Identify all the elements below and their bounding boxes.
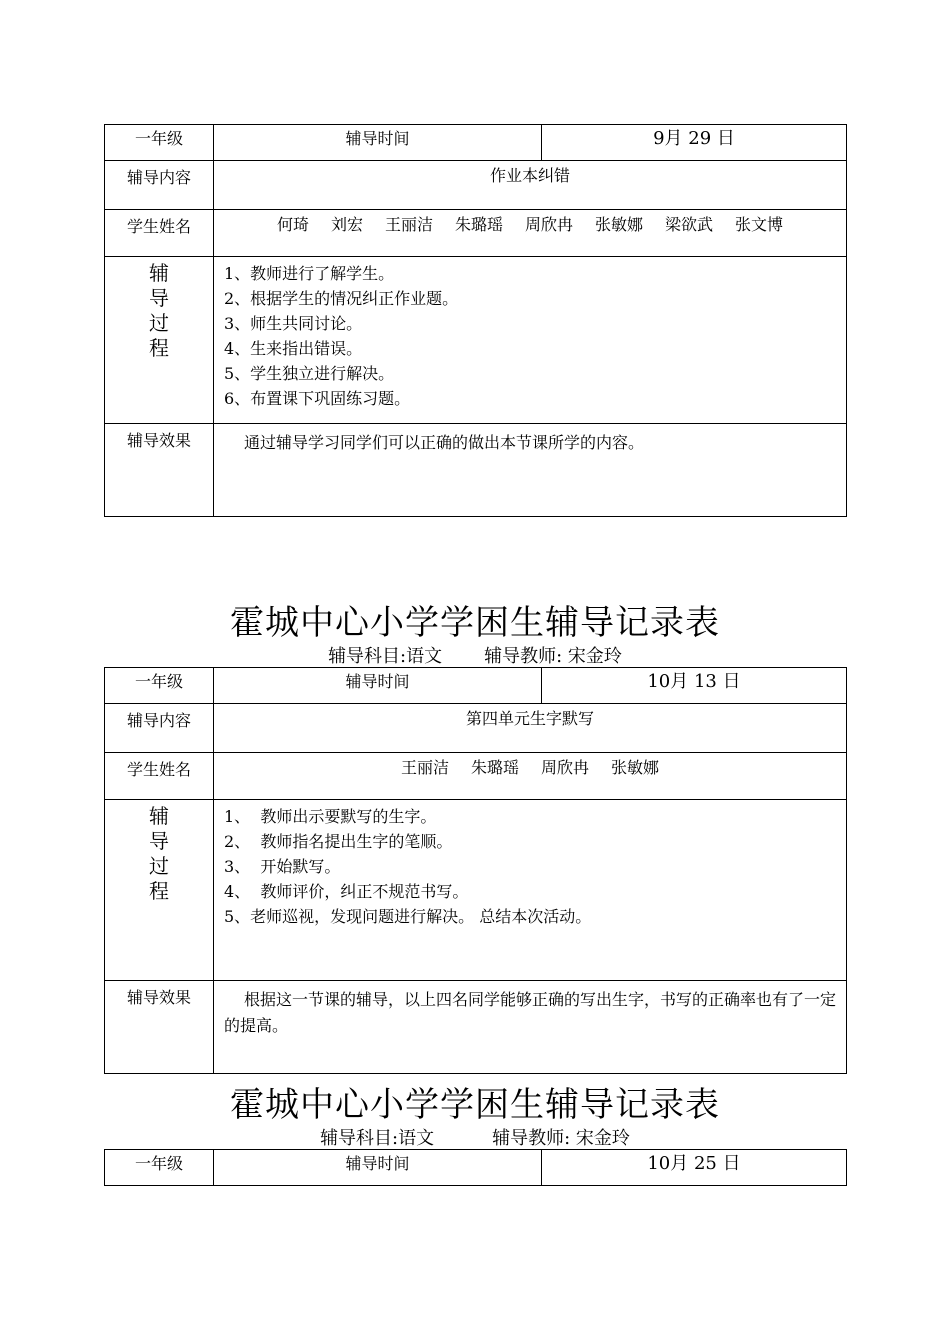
teacher-text: 辅导教师: 宋金玲 <box>492 1128 630 1149</box>
student-name: 朱璐瑶 <box>454 215 503 234</box>
step-item: 3、师生共同讨论。 <box>224 314 363 333</box>
step-item: 3、 开始默写。 <box>224 857 341 876</box>
time-label: 辅导时间 <box>214 1150 542 1186</box>
subject-text: 辅导科目:语文 <box>320 1128 435 1149</box>
form-subtitle <box>0 642 950 668</box>
form-title: 霍城中心小学学困生辅导记录表 <box>230 603 720 643</box>
step-item: 5、学生独立进行解决。 <box>224 364 395 383</box>
student-name: 张敏娜 <box>611 758 660 777</box>
student-name: 刘宏 <box>330 215 363 234</box>
form-title: 霍城中心小学学困生辅导记录表 <box>230 1085 720 1125</box>
process-steps <box>214 800 847 981</box>
step-item: 2、根据学生的情况纠正作业题。 <box>224 289 459 308</box>
content-label: 辅导内容 <box>105 161 214 210</box>
content-value: 作业本纠错 <box>214 161 847 210</box>
subject-text: 辅导科目:语文 <box>328 646 443 667</box>
grade-cell: 一年级 <box>105 1150 214 1186</box>
step-item: 5、老师巡视，发现问题进行解决。 总结本次活动。 <box>224 907 592 926</box>
date-cell: 9月 29 日 <box>542 125 847 161</box>
student-name: 王丽洁 <box>384 215 433 234</box>
process-label: 辅 导 过 程 <box>105 800 214 981</box>
student-names <box>214 753 847 800</box>
student-name: 何琦 <box>276 215 309 234</box>
student-name: 王丽洁 <box>400 758 449 777</box>
student-name: 周欣冉 <box>525 215 574 234</box>
form-subtitle <box>0 1124 950 1150</box>
effect-value: 根据这一节课的辅导，以上四名同学能够正确的写出生字，书写的正确率也有了一定的提高。 <box>214 981 847 1074</box>
effect-value: 通过辅导学习同学们可以正确的做出本节课所学的内容。 <box>214 424 847 517</box>
students-label: 学生姓名 <box>105 210 214 257</box>
student-name: 张文博 <box>735 215 784 234</box>
date-cell: 10月 13 日 <box>542 668 847 704</box>
effect-label: 辅导效果 <box>105 981 214 1074</box>
effect-label: 辅导效果 <box>105 424 214 517</box>
content-value: 第四单元生字默写 <box>214 704 847 753</box>
process-steps <box>214 257 847 424</box>
content-label: 辅导内容 <box>105 704 214 753</box>
process-label: 辅 导 过 程 <box>105 257 214 424</box>
step-item: 4、 教师评价，纠正不规范书写。 <box>224 882 469 901</box>
student-name: 朱璐瑶 <box>470 758 519 777</box>
record-table-1 <box>104 124 847 517</box>
step-item: 6、布置课下巩固练习题。 <box>224 389 411 408</box>
time-label: 辅导时间 <box>214 125 542 161</box>
step-item: 1、 教师出示要默写的生字。 <box>224 807 437 826</box>
time-label: 辅导时间 <box>214 668 542 704</box>
grade-cell: 一年级 <box>105 125 214 161</box>
grade-cell: 一年级 <box>105 668 214 704</box>
step-item: 1、教师进行了解学生。 <box>224 264 395 283</box>
student-name: 张敏娜 <box>595 215 644 234</box>
step-item: 4、生来指出错误。 <box>224 339 363 358</box>
students-label: 学生姓名 <box>105 753 214 800</box>
record-table-3 <box>104 1149 847 1186</box>
date-cell: 10月 25 日 <box>542 1150 847 1186</box>
student-names <box>214 210 847 257</box>
record-table-2 <box>104 667 847 1074</box>
teacher-text: 辅导教师: 宋金玲 <box>484 646 622 667</box>
student-name: 梁欲武 <box>665 215 714 234</box>
step-item: 2、 教师指名提出生字的笔顺。 <box>224 832 453 851</box>
student-name: 周欣冉 <box>541 758 590 777</box>
